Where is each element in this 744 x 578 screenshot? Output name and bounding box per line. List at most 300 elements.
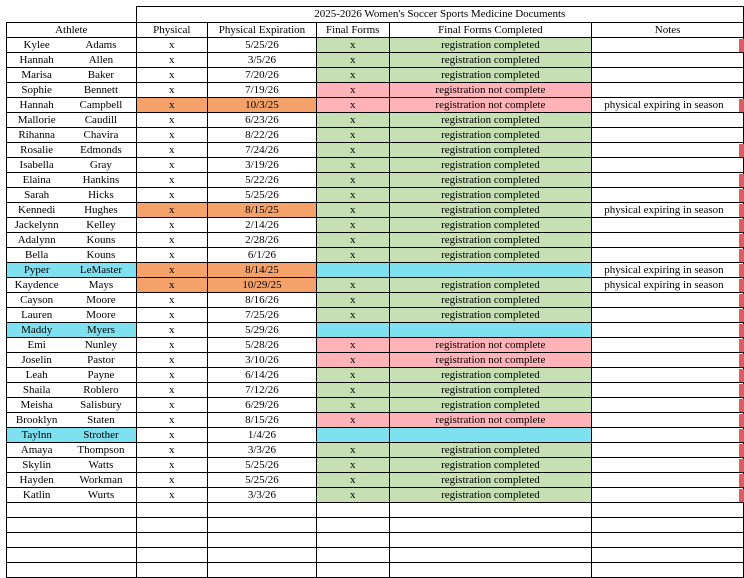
final-forms-cell[interactable]: x — [316, 158, 389, 173]
physical-cell[interactable]: x — [136, 38, 208, 53]
blank-cell[interactable] — [136, 533, 208, 548]
notes-cell[interactable] — [592, 308, 744, 323]
notes-cell[interactable] — [592, 488, 744, 503]
athlete-last-name-cell[interactable]: Kelley — [66, 218, 136, 233]
physical-expiration-cell[interactable]: 10/29/25 — [208, 278, 317, 293]
notes-cell[interactable] — [592, 173, 744, 188]
physical-expiration-cell[interactable]: 6/29/26 — [208, 398, 317, 413]
final-forms-cell[interactable] — [316, 428, 389, 443]
final-forms-completed-cell[interactable]: registration completed — [389, 233, 592, 248]
physical-expiration-cell[interactable]: 3/19/26 — [208, 158, 317, 173]
final-forms-cell[interactable]: x — [316, 113, 389, 128]
physical-cell[interactable]: x — [136, 443, 208, 458]
physical-cell[interactable]: x — [136, 113, 208, 128]
notes-cell[interactable] — [592, 458, 744, 473]
athlete-last-name-cell[interactable]: Adams — [66, 38, 136, 53]
final-forms-cell[interactable]: x — [316, 53, 389, 68]
final-forms-completed-cell[interactable] — [389, 323, 592, 338]
edge-status-marker — [739, 294, 744, 307]
physical-cell[interactable]: x — [136, 488, 208, 503]
final-forms-cell[interactable]: x — [316, 173, 389, 188]
physical-expiration-cell[interactable]: 2/14/26 — [208, 218, 317, 233]
final-forms-completed-cell[interactable]: registration completed — [389, 248, 592, 263]
physical-expiration-cell[interactable]: 1/4/26 — [208, 428, 317, 443]
physical-expiration-cell[interactable]: 5/25/26 — [208, 38, 317, 53]
final-forms-completed-cell[interactable]: registration completed — [389, 218, 592, 233]
notes-cell[interactable]: physical expiring in season — [592, 263, 744, 278]
final-forms-cell[interactable] — [316, 263, 389, 278]
athlete-last-name-cell[interactable]: Staten — [66, 413, 136, 428]
blank-cell[interactable] — [316, 548, 389, 563]
physical-cell[interactable]: x — [136, 68, 208, 83]
athlete-first-name-cell[interactable]: Marisa — [7, 68, 67, 83]
athlete-row — [7, 143, 744, 158]
athlete-first-name-cell[interactable]: Kennedi — [7, 203, 67, 218]
athlete-last-name-cell[interactable]: LeMaster — [66, 263, 136, 278]
blank-cell[interactable] — [208, 503, 317, 518]
athlete-last-name-cell[interactable]: Myers — [66, 323, 136, 338]
physical-expiration-cell[interactable]: 7/20/26 — [208, 68, 317, 83]
blank-cell[interactable] — [592, 533, 744, 548]
edge-status-marker — [739, 39, 744, 52]
final-forms-cell[interactable]: x — [316, 248, 389, 263]
athlete-first-name-cell[interactable]: Sophie — [7, 83, 67, 98]
physical-cell[interactable]: x — [136, 323, 208, 338]
final-forms-completed-cell[interactable]: registration completed — [389, 188, 592, 203]
final-forms-completed-cell[interactable]: registration completed — [389, 113, 592, 128]
blank-cell[interactable] — [316, 518, 389, 533]
final-forms-cell[interactable]: x — [316, 443, 389, 458]
athlete-first-name-cell[interactable]: Bella — [7, 248, 67, 263]
physical-cell[interactable]: x — [136, 233, 208, 248]
athlete-first-name-cell[interactable]: Shaila — [7, 383, 67, 398]
final-forms-cell[interactable]: x — [316, 383, 389, 398]
blank-cell[interactable] — [136, 518, 208, 533]
final-forms-cell[interactable]: x — [316, 413, 389, 428]
header-physical[interactable]: Physical — [136, 23, 208, 38]
physical-cell[interactable]: x — [136, 383, 208, 398]
physical-cell[interactable]: x — [136, 248, 208, 263]
athlete-row — [7, 473, 744, 488]
athlete-first-name-cell[interactable]: Pyper — [7, 263, 67, 278]
athlete-row — [7, 98, 744, 113]
physical-expiration-cell[interactable]: 7/12/26 — [208, 383, 317, 398]
notes-cell[interactable] — [592, 383, 744, 398]
final-forms-cell[interactable]: x — [316, 233, 389, 248]
physical-expiration-cell[interactable]: 8/15/26 — [208, 413, 317, 428]
athlete-first-name-cell[interactable]: Katlin — [7, 488, 67, 503]
blank-cell[interactable] — [316, 503, 389, 518]
physical-cell[interactable]: x — [136, 143, 208, 158]
final-forms-cell[interactable]: x — [316, 128, 389, 143]
physical-expiration-cell[interactable]: 5/25/26 — [208, 458, 317, 473]
athlete-first-name-cell[interactable]: Adalynn — [7, 233, 67, 248]
physical-cell[interactable]: x — [136, 353, 208, 368]
physical-cell[interactable]: x — [136, 158, 208, 173]
blank-cell[interactable] — [389, 503, 592, 518]
physical-cell[interactable]: x — [136, 218, 208, 233]
physical-cell[interactable]: x — [136, 398, 208, 413]
athlete-first-name-cell[interactable]: Hannah — [7, 53, 67, 68]
blank-cell[interactable] — [316, 533, 389, 548]
physical-expiration-cell[interactable]: 6/23/26 — [208, 113, 317, 128]
blank-cell[interactable] — [7, 518, 67, 533]
physical-expiration-cell[interactable]: 5/29/26 — [208, 323, 317, 338]
edge-status-marker — [739, 249, 744, 262]
athlete-first-name-cell[interactable]: Mallorie — [7, 113, 67, 128]
notes-cell[interactable] — [592, 428, 744, 443]
final-forms-completed-cell[interactable]: registration completed — [389, 278, 592, 293]
final-forms-completed-cell[interactable]: registration not complete — [389, 338, 592, 353]
final-forms-cell[interactable]: x — [316, 368, 389, 383]
blank-cell[interactable] — [136, 548, 208, 563]
final-forms-completed-cell[interactable] — [389, 263, 592, 278]
final-forms-cell[interactable]: x — [316, 278, 389, 293]
final-forms-cell[interactable]: x — [316, 98, 389, 113]
athlete-first-name-cell[interactable]: Leah — [7, 368, 67, 383]
blank-cell[interactable] — [66, 503, 136, 518]
notes-cell[interactable] — [592, 293, 744, 308]
final-forms-cell[interactable]: x — [316, 398, 389, 413]
physical-cell[interactable]: x — [136, 308, 208, 323]
header-physical-expiration[interactable]: Physical Expiration — [208, 23, 317, 38]
notes-cell[interactable] — [592, 473, 744, 488]
blank-cell[interactable] — [7, 503, 67, 518]
notes-cell[interactable]: physical expiring in season — [592, 278, 744, 293]
blank-cell[interactable] — [208, 518, 317, 533]
athlete-first-name-cell[interactable]: Cayson — [7, 293, 67, 308]
athlete-first-name-cell[interactable]: Maddy — [7, 323, 67, 338]
final-forms-completed-cell[interactable] — [389, 428, 592, 443]
final-forms-completed-cell[interactable]: registration completed — [389, 203, 592, 218]
notes-cell[interactable] — [592, 248, 744, 263]
athlete-last-name-cell[interactable]: Chavira — [66, 128, 136, 143]
physical-cell[interactable]: x — [136, 53, 208, 68]
athlete-first-name-cell[interactable]: Skylin — [7, 458, 67, 473]
final-forms-cell[interactable]: x — [316, 488, 389, 503]
blank-cell[interactable] — [136, 563, 208, 578]
athlete-last-name-cell[interactable]: Pastor — [66, 353, 136, 368]
athlete-row — [7, 458, 744, 473]
documents-spreadsheet — [6, 6, 744, 578]
final-forms-completed-cell[interactable]: registration completed — [389, 293, 592, 308]
athlete-last-name-cell[interactable]: Campbell — [66, 98, 136, 113]
final-forms-cell[interactable]: x — [316, 203, 389, 218]
athlete-row — [7, 413, 744, 428]
athlete-last-name-cell[interactable]: Caudill — [66, 113, 136, 128]
edge-status-marker — [739, 369, 744, 382]
athlete-row — [7, 203, 744, 218]
blank-cell[interactable] — [7, 548, 67, 563]
physical-expiration-cell[interactable]: 10/3/25 — [208, 98, 317, 113]
athlete-row — [7, 188, 744, 203]
physical-expiration-cell[interactable]: 5/25/26 — [208, 473, 317, 488]
final-forms-cell[interactable]: x — [316, 473, 389, 488]
final-forms-cell[interactable]: x — [316, 68, 389, 83]
athlete-row — [7, 53, 744, 68]
physical-expiration-cell[interactable]: 3/10/26 — [208, 353, 317, 368]
athlete-first-name-cell[interactable]: Taylnn — [7, 428, 67, 443]
edge-status-marker — [739, 474, 744, 487]
athlete-last-name-cell[interactable]: Mays — [66, 278, 136, 293]
blank-cell[interactable] — [592, 503, 744, 518]
athlete-last-name-cell[interactable]: Bennett — [66, 83, 136, 98]
athlete-first-name-cell[interactable]: Rihanna — [7, 128, 67, 143]
athlete-last-name-cell[interactable]: Hicks — [66, 188, 136, 203]
athlete-first-name-cell[interactable]: Jackelynn — [7, 218, 67, 233]
notes-cell[interactable] — [592, 188, 744, 203]
athlete-last-name-cell[interactable]: Salisbury — [66, 398, 136, 413]
physical-cell[interactable]: x — [136, 278, 208, 293]
blank-cell[interactable] — [389, 518, 592, 533]
athlete-row — [7, 338, 744, 353]
notes-cell[interactable] — [592, 323, 744, 338]
blank-row — [7, 548, 744, 563]
physical-expiration-cell[interactable]: 8/22/26 — [208, 128, 317, 143]
blank-cell[interactable] — [208, 563, 317, 578]
final-forms-completed-cell[interactable]: registration completed — [389, 473, 592, 488]
notes-cell[interactable] — [592, 368, 744, 383]
final-forms-completed-cell[interactable]: registration completed — [389, 368, 592, 383]
header-final-forms[interactable]: Final Forms — [316, 23, 389, 38]
athlete-first-name-cell[interactable]: Rosalie — [7, 143, 67, 158]
notes-cell[interactable] — [592, 83, 744, 98]
edge-status-marker — [739, 459, 744, 472]
notes-cell[interactable] — [592, 158, 744, 173]
final-forms-completed-cell[interactable]: registration completed — [389, 68, 592, 83]
blank-cell[interactable] — [66, 518, 136, 533]
athlete-row — [7, 308, 744, 323]
physical-expiration-cell[interactable]: 7/24/26 — [208, 143, 317, 158]
athlete-last-name-cell[interactable]: Watts — [66, 458, 136, 473]
athlete-last-name-cell[interactable]: Moore — [66, 308, 136, 323]
physical-expiration-cell[interactable]: 3/3/26 — [208, 488, 317, 503]
blank-corner-cell[interactable] — [7, 7, 137, 23]
athlete-last-name-cell[interactable]: Strother — [66, 428, 136, 443]
athlete-first-name-cell[interactable]: Emi — [7, 338, 67, 353]
physical-expiration-cell[interactable]: 5/25/26 — [208, 188, 317, 203]
title-row — [7, 7, 744, 23]
blank-cell[interactable] — [208, 533, 317, 548]
athlete-last-name-cell[interactable]: Nunley — [66, 338, 136, 353]
athlete-first-name-cell[interactable]: Kylee — [7, 38, 67, 53]
athlete-first-name-cell[interactable]: Hayden — [7, 473, 67, 488]
physical-cell[interactable]: x — [136, 473, 208, 488]
notes-cell[interactable] — [592, 353, 744, 368]
athlete-row — [7, 173, 744, 188]
blank-cell[interactable] — [208, 548, 317, 563]
athlete-row — [7, 278, 744, 293]
header-athlete[interactable]: Athlete — [7, 23, 137, 38]
blank-cell[interactable] — [7, 563, 67, 578]
final-forms-cell[interactable]: x — [316, 308, 389, 323]
final-forms-cell[interactable] — [316, 323, 389, 338]
physical-expiration-cell[interactable]: 8/15/25 — [208, 203, 317, 218]
physical-cell[interactable]: x — [136, 98, 208, 113]
header-row — [7, 23, 744, 38]
notes-cell[interactable] — [592, 143, 744, 158]
physical-expiration-cell[interactable]: 7/25/26 — [208, 308, 317, 323]
athlete-last-name-cell[interactable]: Wurts — [66, 488, 136, 503]
edge-status-marker — [739, 99, 744, 112]
athlete-last-name-cell[interactable]: Baker — [66, 68, 136, 83]
physical-expiration-cell[interactable]: 6/14/26 — [208, 368, 317, 383]
athlete-first-name-cell[interactable]: Joselin — [7, 353, 67, 368]
athlete-first-name-cell[interactable]: Lauren — [7, 308, 67, 323]
physical-expiration-cell[interactable]: 5/28/26 — [208, 338, 317, 353]
blank-cell[interactable] — [389, 533, 592, 548]
physical-cell[interactable]: x — [136, 368, 208, 383]
final-forms-completed-cell[interactable]: registration completed — [389, 398, 592, 413]
sheet-title[interactable]: 2025-2026 Women's Soccer Sports Medicine Documents — [136, 7, 743, 23]
athlete-first-name-cell[interactable]: Meisha — [7, 398, 67, 413]
athlete-first-name-cell[interactable]: Brooklyn — [7, 413, 67, 428]
physical-cell[interactable]: x — [136, 188, 208, 203]
athlete-first-name-cell[interactable]: Kaydence — [7, 278, 67, 293]
notes-cell[interactable] — [592, 53, 744, 68]
final-forms-cell[interactable]: x — [316, 458, 389, 473]
notes-cell[interactable] — [592, 38, 744, 53]
physical-expiration-cell[interactable]: 8/14/25 — [208, 263, 317, 278]
athlete-first-name-cell[interactable]: Sarah — [7, 188, 67, 203]
physical-expiration-cell[interactable]: 6/1/26 — [208, 248, 317, 263]
athlete-last-name-cell[interactable]: Payne — [66, 368, 136, 383]
notes-cell[interactable] — [592, 338, 744, 353]
athlete-row — [7, 398, 744, 413]
final-forms-completed-cell[interactable]: registration completed — [389, 158, 592, 173]
physical-expiration-cell[interactable]: 3/3/26 — [208, 443, 317, 458]
blank-row — [7, 533, 744, 548]
physical-cell[interactable]: x — [136, 263, 208, 278]
athlete-last-name-cell[interactable]: Hughes — [66, 203, 136, 218]
athlete-last-name-cell[interactable]: Thompson — [66, 443, 136, 458]
athlete-first-name-cell[interactable]: Amaya — [7, 443, 67, 458]
physical-expiration-cell[interactable]: 7/19/26 — [208, 83, 317, 98]
physical-cell[interactable]: x — [136, 428, 208, 443]
blank-cell[interactable] — [66, 548, 136, 563]
athlete-last-name-cell[interactable]: Roblero — [66, 383, 136, 398]
header-final-forms-completed[interactable]: Final Forms Completed — [389, 23, 592, 38]
final-forms-completed-cell[interactable]: registration completed — [389, 488, 592, 503]
final-forms-cell[interactable]: x — [316, 218, 389, 233]
final-forms-completed-cell[interactable]: registration completed — [389, 173, 592, 188]
final-forms-cell[interactable]: x — [316, 83, 389, 98]
athlete-last-name-cell[interactable]: Hankins — [66, 173, 136, 188]
athlete-first-name-cell[interactable]: Isabella — [7, 158, 67, 173]
final-forms-completed-cell[interactable]: registration completed — [389, 38, 592, 53]
notes-cell[interactable] — [592, 233, 744, 248]
final-forms-completed-cell[interactable]: registration completed — [389, 383, 592, 398]
edge-status-marker — [739, 309, 744, 322]
blank-cell[interactable] — [592, 548, 744, 563]
athlete-first-name-cell[interactable]: Elaina — [7, 173, 67, 188]
final-forms-completed-cell[interactable]: registration completed — [389, 143, 592, 158]
physical-cell[interactable]: x — [136, 173, 208, 188]
edge-status-marker — [739, 324, 744, 337]
blank-row — [7, 503, 744, 518]
notes-cell[interactable] — [592, 128, 744, 143]
notes-cell[interactable] — [592, 113, 744, 128]
athlete-last-name-cell[interactable]: Workman — [66, 473, 136, 488]
athlete-row — [7, 38, 744, 53]
athlete-row — [7, 428, 744, 443]
athlete-row — [7, 443, 744, 458]
notes-cell[interactable] — [592, 68, 744, 83]
physical-cell[interactable]: x — [136, 458, 208, 473]
athlete-last-name-cell[interactable]: Allen — [66, 53, 136, 68]
blank-cell[interactable] — [136, 503, 208, 518]
edge-status-marker — [739, 339, 744, 352]
physical-expiration-cell[interactable]: 8/16/26 — [208, 293, 317, 308]
athlete-row — [7, 293, 744, 308]
edge-status-marker — [739, 489, 744, 502]
header-notes[interactable]: Notes — [592, 23, 744, 38]
physical-expiration-cell[interactable]: 5/22/26 — [208, 173, 317, 188]
final-forms-completed-cell[interactable]: registration completed — [389, 53, 592, 68]
final-forms-completed-cell[interactable]: registration completed — [389, 128, 592, 143]
physical-expiration-cell[interactable]: 3/5/26 — [208, 53, 317, 68]
notes-cell[interactable] — [592, 398, 744, 413]
notes-cell[interactable] — [592, 443, 744, 458]
final-forms-cell[interactable]: x — [316, 143, 389, 158]
physical-expiration-cell[interactable]: 2/28/26 — [208, 233, 317, 248]
athlete-last-name-cell[interactable]: Kouns — [66, 233, 136, 248]
physical-cell[interactable]: x — [136, 128, 208, 143]
athlete-last-name-cell[interactable]: Gray — [66, 158, 136, 173]
athlete-last-name-cell[interactable]: Moore — [66, 293, 136, 308]
blank-cell[interactable] — [7, 533, 67, 548]
final-forms-cell[interactable]: x — [316, 338, 389, 353]
edge-status-marker — [739, 414, 744, 427]
athlete-first-name-cell[interactable]: Hannah — [7, 98, 67, 113]
physical-cell[interactable]: x — [136, 413, 208, 428]
final-forms-completed-cell[interactable]: registration not complete — [389, 353, 592, 368]
blank-cell[interactable] — [389, 563, 592, 578]
physical-cell[interactable]: x — [136, 338, 208, 353]
blank-row — [7, 518, 744, 533]
physical-cell[interactable]: x — [136, 293, 208, 308]
notes-cell[interactable] — [592, 413, 744, 428]
final-forms-cell[interactable]: x — [316, 353, 389, 368]
edge-status-marker — [739, 399, 744, 412]
blank-cell[interactable] — [66, 563, 136, 578]
athlete-last-name-cell[interactable]: Edmonds — [66, 143, 136, 158]
physical-cell[interactable]: x — [136, 83, 208, 98]
blank-cell[interactable] — [66, 533, 136, 548]
final-forms-completed-cell[interactable]: registration not complete — [389, 98, 592, 113]
final-forms-cell[interactable]: x — [316, 188, 389, 203]
final-forms-completed-cell[interactable]: registration not complete — [389, 413, 592, 428]
blank-cell[interactable] — [592, 563, 744, 578]
blank-cell[interactable] — [389, 548, 592, 563]
notes-cell[interactable]: physical expiring in season — [592, 203, 744, 218]
final-forms-completed-cell[interactable]: registration completed — [389, 458, 592, 473]
blank-cell[interactable] — [316, 563, 389, 578]
blank-cell[interactable] — [592, 518, 744, 533]
athlete-row — [7, 83, 744, 98]
edge-status-marker — [739, 234, 744, 247]
final-forms-cell[interactable]: x — [316, 38, 389, 53]
notes-cell[interactable] — [592, 218, 744, 233]
physical-cell[interactable]: x — [136, 203, 208, 218]
athlete-last-name-cell[interactable]: Kouns — [66, 248, 136, 263]
final-forms-completed-cell[interactable]: registration completed — [389, 308, 592, 323]
final-forms-completed-cell[interactable]: registration completed — [389, 443, 592, 458]
final-forms-completed-cell[interactable]: registration not complete — [389, 83, 592, 98]
final-forms-cell[interactable]: x — [316, 293, 389, 308]
notes-cell[interactable]: physical expiring in season — [592, 98, 744, 113]
athlete-row — [7, 158, 744, 173]
